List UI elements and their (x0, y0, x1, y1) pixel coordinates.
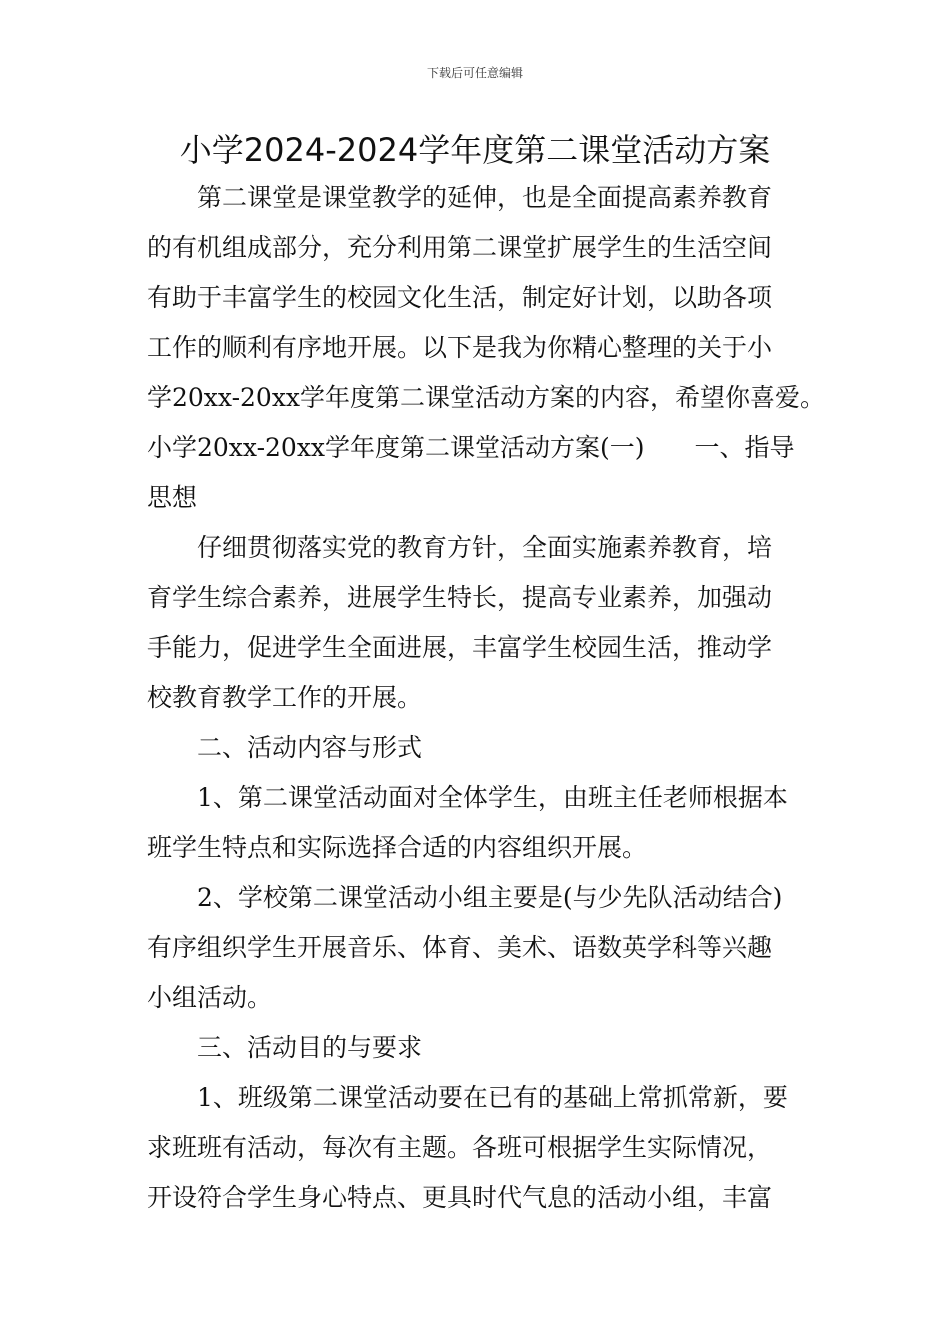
paragraph-line: 小学20xx-20xx学年度第二课堂活动方案(一) 一、指导 (147, 433, 795, 462)
document-title: 小学2024-2024学年度第二课堂活动方案 (179, 131, 771, 169)
paragraph-line: 仔细贯彻落实党的教育方针，全面实施素养教育，培 (197, 533, 773, 562)
paragraph-line: 学20xx-20xx学年度第二课堂活动方案的内容，希望你喜爱。 (147, 383, 826, 412)
paragraph-line: 1、第二课堂活动面对全体学生，由班主任老师根据本 (197, 783, 788, 812)
paragraph-line: 工作的顺利有序地开展。以下是我为你精心整理的关于小 (147, 333, 773, 362)
paragraph-line: 有序组织学生开展音乐、体育、美术、语数英学科等兴趣 (147, 933, 773, 962)
section-heading: 三、活动目的与要求 (197, 1033, 423, 1062)
paragraph-line: 育学生综合素养，进展学生特长，提高专业素养，加强动 (147, 583, 773, 612)
paragraph-line: 思想 (147, 483, 198, 512)
paragraph-line: 有助于丰富学生的校园文化生活，制定好计划，以助各项 (147, 283, 773, 312)
paragraph-line: 2、学校第二课堂活动小组主要是(与少先队活动结合) (197, 883, 783, 912)
paragraph-line: 求班班有活动，每次有主题。各班可根据学生实际情况， (147, 1133, 773, 1162)
paragraph-line: 开设符合学生身心特点、更具时代气息的活动小组，丰富 (147, 1183, 773, 1212)
paragraph-line: 校教育教学工作的开展。 (147, 683, 423, 712)
paragraph-line: 手能力，促进学生全面进展，丰富学生校园生活，推动学 (147, 633, 773, 662)
header-note: 下载后可任意编辑 (426, 66, 523, 80)
section-heading: 二、活动内容与形式 (197, 733, 423, 762)
paragraph-line: 1、班级第二课堂活动要在已有的基础上常抓常新，要 (197, 1083, 788, 1112)
paragraph-line: 班学生特点和实际选择合适的内容组织开展。 (147, 833, 648, 862)
paragraph-line: 小组活动。 (147, 983, 273, 1012)
paragraph-line: 的有机组成部分，充分利用第二课堂扩展学生的生活空间 (147, 233, 773, 262)
paragraph-line: 第二课堂是课堂教学的延伸，也是全面提高素养教育 (197, 183, 773, 212)
